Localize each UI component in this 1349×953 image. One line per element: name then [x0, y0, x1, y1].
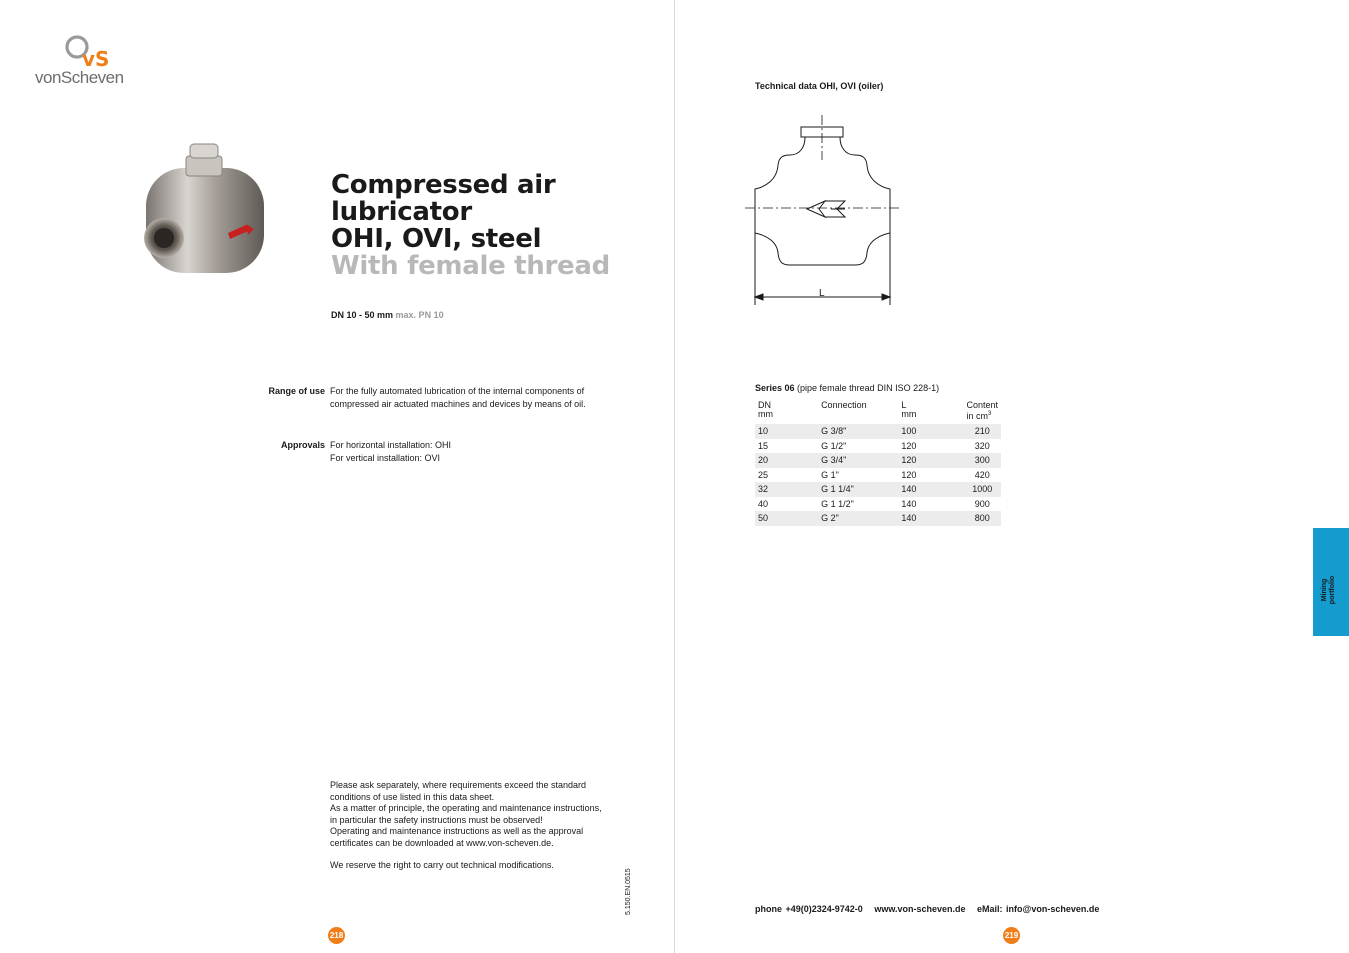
note-line: Please ask separately, where requirements exceed the standard	[330, 780, 586, 790]
table-row	[755, 482, 1001, 497]
column-header-content: Content in $cm^3$	[966, 400, 998, 421]
reserve-note: We reserve the right to carry out technical modifications.	[330, 860, 554, 870]
approval-line: For vertical installation: OVI	[330, 453, 441, 463]
cell-dn: 15	[755, 439, 818, 454]
title-line-2: lubricator	[331, 197, 472, 227]
conditions-note	[330, 780, 620, 872]
cell-dn: 50	[755, 511, 818, 526]
cell-content: 800	[963, 511, 1001, 526]
cell-connection: G 3/8"	[818, 424, 898, 439]
note-line: in particular the safety instructions must be observed!	[330, 814, 543, 825]
table-row	[755, 424, 1001, 439]
cell-length: 140	[898, 497, 963, 512]
note-line: Operating and maintenance instructions as well as the approval	[330, 826, 584, 836]
cell-dn: 25	[755, 468, 818, 483]
cell-dn: 40	[755, 497, 818, 512]
lubricator-product-photo	[138, 138, 273, 280]
cell-content: 210	[963, 424, 1001, 439]
series-title	[755, 383, 939, 393]
cell-content: 900	[963, 497, 1001, 512]
note-line: As a matter of principle, the operating and maintenance instructions,	[330, 803, 602, 813]
lubricator-technical-drawing	[745, 115, 900, 310]
table-header-row	[755, 399, 1001, 424]
page-number-right: 219	[1003, 927, 1020, 944]
page-divider	[674, 0, 675, 953]
table-row	[755, 497, 1001, 512]
product-title	[331, 172, 610, 280]
cell-connection: G 3/4"	[818, 453, 898, 468]
cell-dn: 10	[755, 424, 818, 439]
range-of-use-line: compressed air actuated machines and devices by means of oil.	[330, 399, 586, 409]
cell-dn: 32	[755, 482, 818, 497]
tab-label: Mining portfolio	[1321, 575, 1336, 605]
cell-length: 140	[898, 511, 963, 526]
document-reference-text: 5.150.EN.0515	[625, 868, 632, 915]
column-header-dn: DN mm	[758, 400, 773, 419]
cell-length: 120	[898, 453, 963, 468]
series-description: (pipe female thread DIN ISO 228-1)	[794, 383, 940, 393]
cell-length: 120	[898, 468, 963, 483]
website-link[interactable]: www.von-scheven.de	[874, 904, 966, 914]
mining-portfolio-tab[interactable]	[1313, 528, 1349, 636]
cell-connection: G 1/2"	[818, 439, 898, 454]
cell-connection: G 1"	[818, 468, 898, 483]
column-header-length: L mm	[901, 400, 917, 419]
series-name: Series 06	[755, 383, 795, 393]
pressure-rating: max. PN 10	[395, 310, 444, 320]
specification-table	[755, 399, 1001, 526]
cell-connection: G 1 1/4"	[818, 482, 898, 497]
dimension-label-l: L	[819, 288, 825, 299]
note-line: conditions of use listed in this data sheet.	[330, 791, 495, 802]
table-row	[755, 453, 1001, 468]
dn-range: DN 10 - 50 mm	[331, 310, 394, 320]
table-row	[755, 468, 1001, 483]
title-line-3: OHI, OVI, steel	[331, 224, 542, 254]
phone-text: phone +49(0)2324-9742-0	[755, 904, 863, 914]
logo-letters: vS	[82, 47, 110, 71]
product-subtitle: With female thread	[331, 251, 610, 281]
technical-data-title: Technical data OHI, OVI (oiler)	[755, 81, 884, 91]
title-line-1: Compressed air	[331, 170, 556, 200]
note-line: certificates can be downloaded at www.von-scheven.de.	[330, 837, 554, 848]
page-number-left: 218	[328, 927, 345, 944]
range-of-use-text	[330, 385, 586, 411]
approvals-label: Approvals	[280, 440, 325, 450]
dn-pressure-line	[331, 310, 444, 320]
cell-content: 420	[963, 468, 1001, 483]
range-of-use-line: For the fully automated lubrication of the internal components of	[330, 386, 585, 396]
cell-connection: G 2"	[818, 511, 898, 526]
contact-line	[755, 904, 1107, 914]
cell-content: 1000	[963, 482, 1001, 497]
range-of-use-label: Range of use	[268, 386, 325, 396]
cell-connection: G 1 1/2"	[818, 497, 898, 512]
cell-content: 320	[963, 439, 1001, 454]
cell-length: 100	[898, 424, 963, 439]
logo-wordmark: vonScheven	[35, 68, 124, 87]
approval-line: For horizontal installation: OHI	[330, 440, 452, 450]
table-row	[755, 439, 1001, 454]
table-row	[755, 511, 1001, 526]
cell-length: 120	[898, 439, 963, 454]
cell-content: 300	[963, 453, 1001, 468]
cell-dn: 20	[755, 453, 818, 468]
email-link[interactable]: eMail: info@von-scheven.de	[977, 904, 1100, 914]
column-header-connection: Connection	[821, 400, 867, 410]
approvals-text	[330, 439, 451, 465]
document-reference	[625, 865, 637, 915]
cell-length: 140	[898, 482, 963, 497]
